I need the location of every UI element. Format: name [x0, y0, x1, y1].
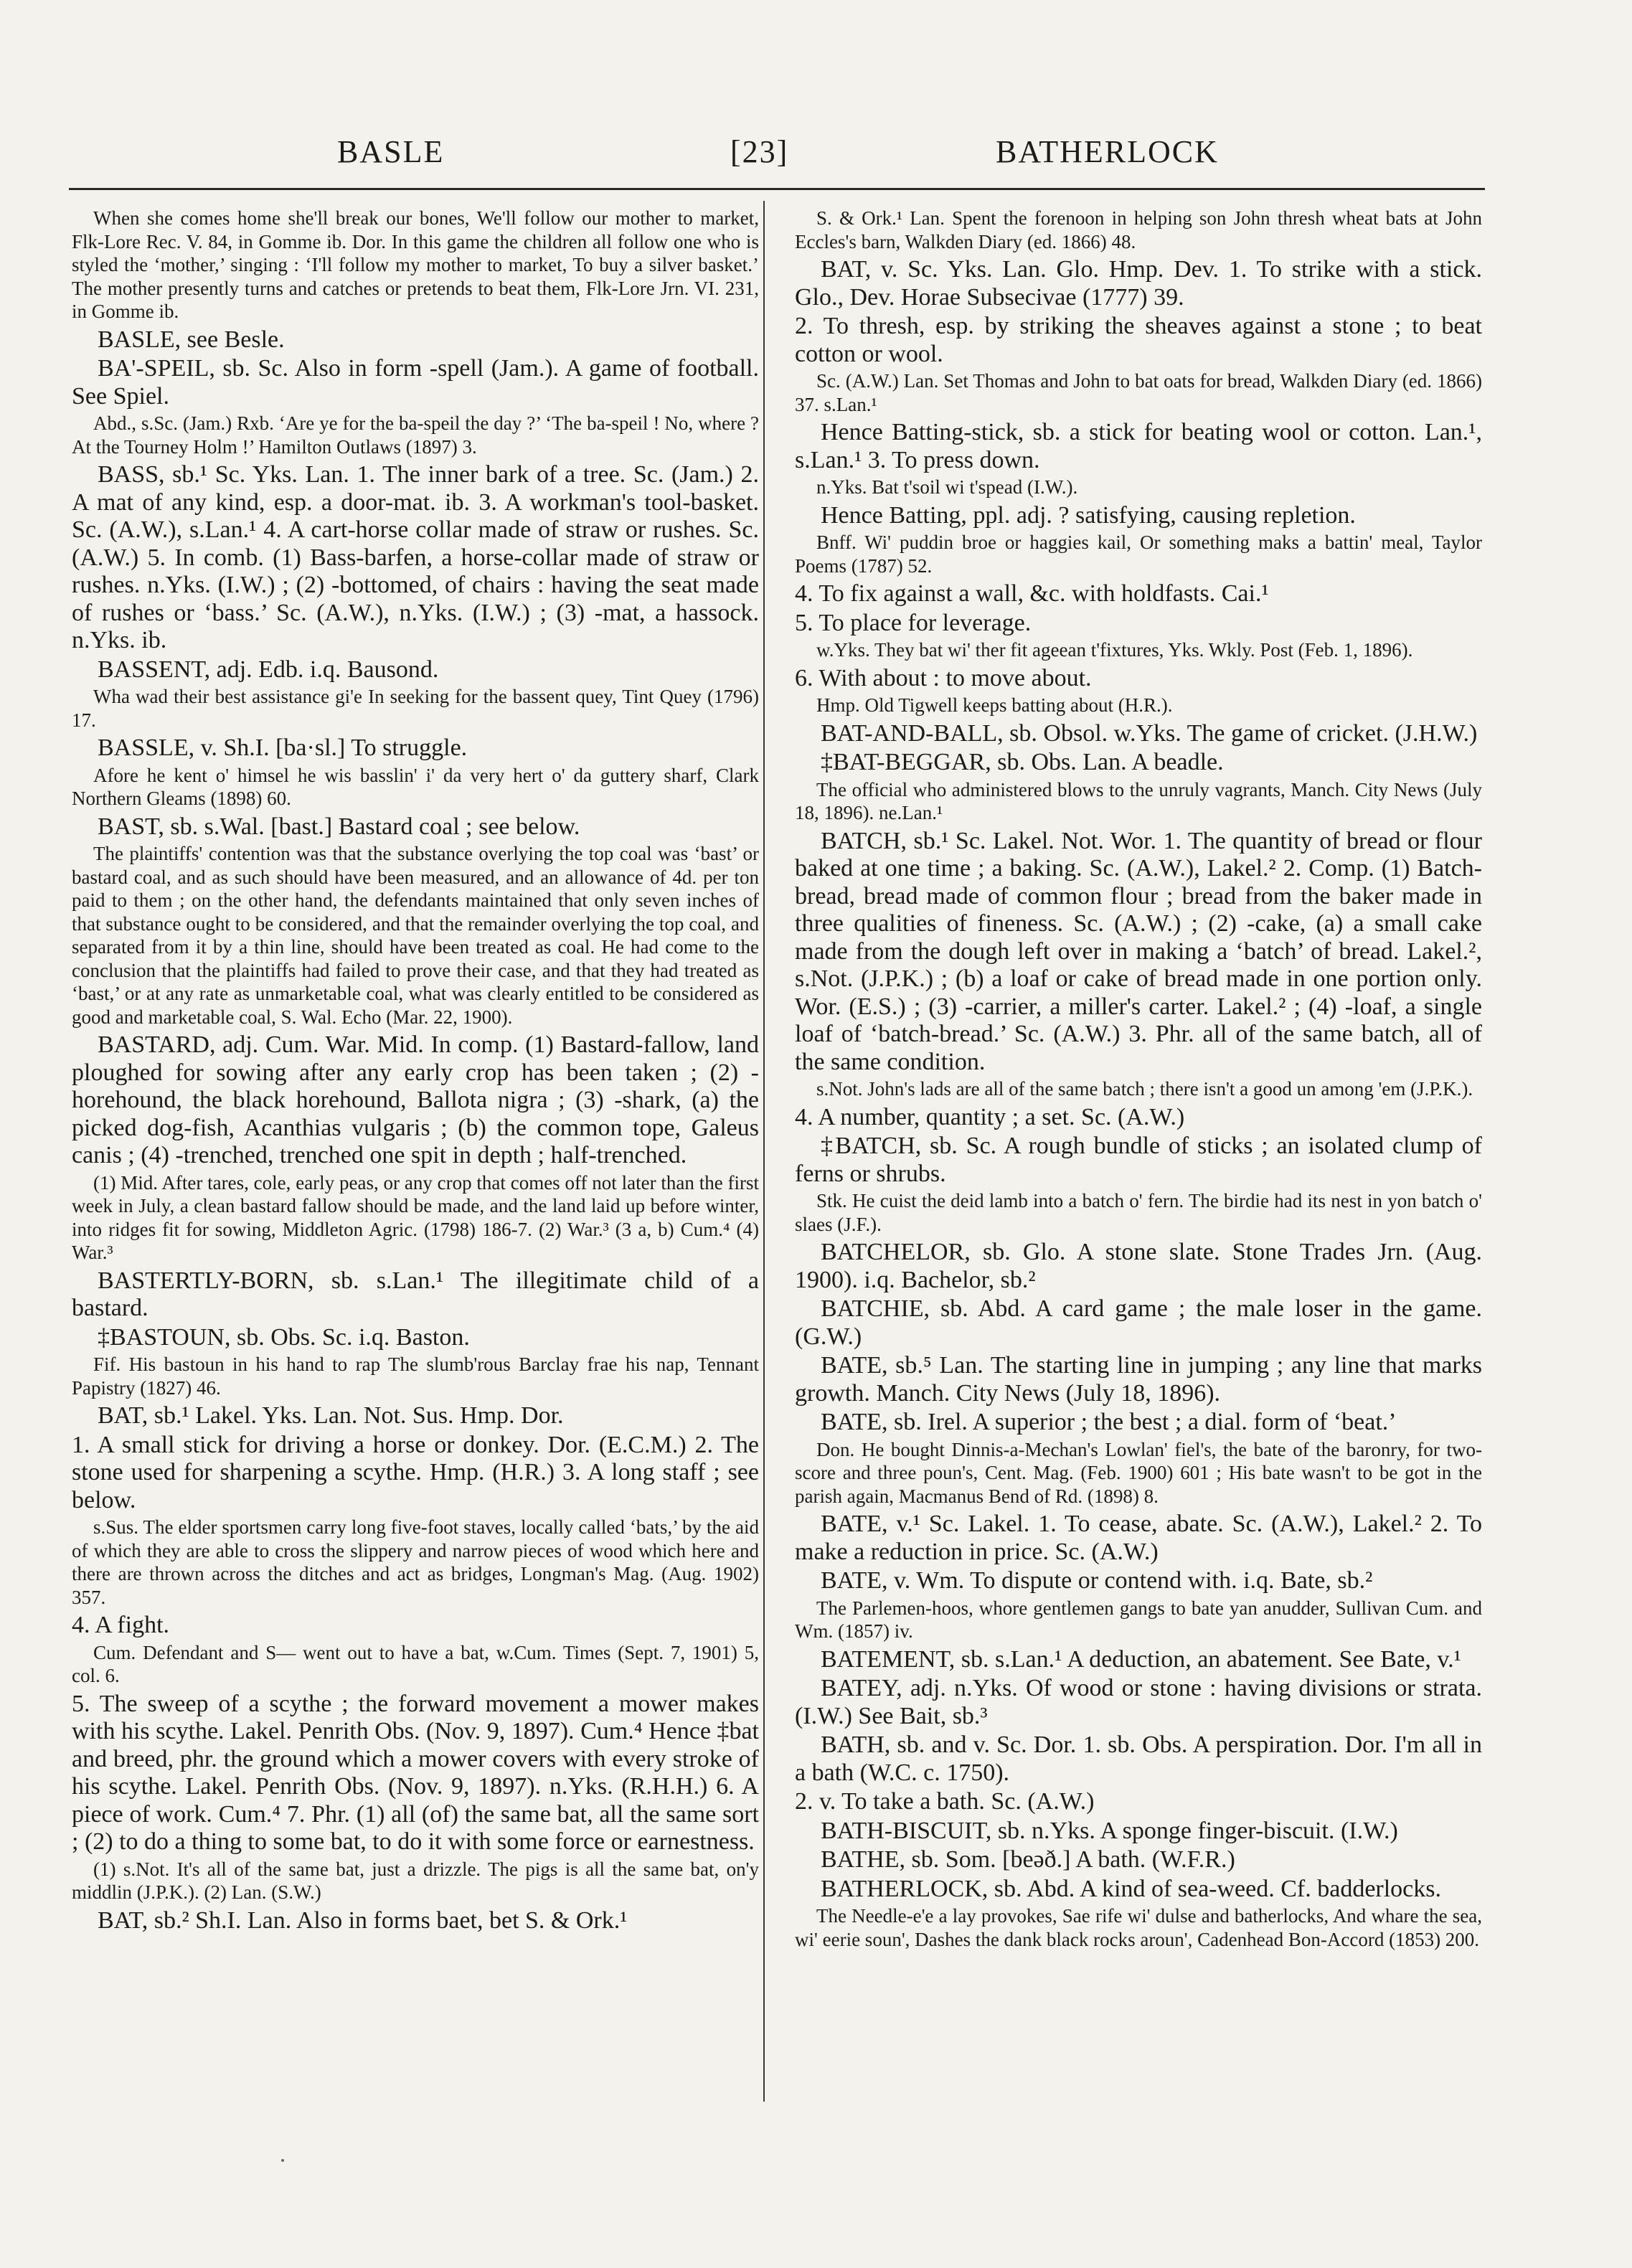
dictionary-entry: BAT, v. Sc. Yks. Lan. Glo. Hmp. Dev. 1. To strike with a stick. Glo., Dev. Horae Subsecivae (1777) 39.: [795, 256, 1489, 311]
dictionary-entry: BATE, sb. Irel. A superior ; the best ; a dial. form of ‘beat.’: [821, 1409, 1397, 1435]
dictionary-entry: BASSENT, adj. Edb. i.q. Bausond.: [98, 656, 439, 683]
dictionary-entry: BAST, sb. s.Wal. [bast.] Bastard coal ; see below.: [98, 813, 580, 840]
dictionary-entry: BASSLE, v. Sh.I. [ba·sl.] To struggle.: [98, 734, 468, 761]
quote: Fif. His bastoun in his hand to rap The slumb'rous Barclay frae his nap, Tennant Papistry (1827) 46.: [72, 1353, 764, 1399]
dictionary-entry: BATHE, sb. Som. [beəð.] A bath. (W.F.R.): [821, 1846, 1235, 1873]
dictionary-entry: ‡BASTOUN, sb. Obs. Sc. i.q. Baston.: [98, 1323, 470, 1351]
quote: Don. He bought Dinnis-a-Mechan's Lowlan' fiel's, the bate of the baronry, for two-score and three poun's, Cent. Mag. (Feb. 1900) 601 ; His bate wasn't to be got in the parish again, Macmanus Bend of Rd. (1898) 8.: [795, 1438, 1487, 1507]
quote: (1) Mid. After tares, cole, early peas, or any crop that comes off not later than the first week in July, a clean bastard fallow should be made, and the land laid up before winter, into ridges fit for sowing, Middleton Agric. (1798) 186-7. (2) War.³ (3 a, b) Cum.⁴ (4) War.³: [72, 1171, 764, 1263]
quote: s.Not. John's lads are all of the same batch ; there isn't a good un among 'em (J.P.K.).: [816, 1078, 1473, 1100]
quote: (1) s.Not. It's all of the same bat, just a drizzle. The pigs is all the same bat, on'y middlin (J.P.K.). (2) Lan. (S.W.): [72, 1858, 764, 1903]
dictionary-entry: BASLE, see Besle.: [98, 326, 285, 353]
dictionary-entry: BATE, v.¹ Sc. Lakel. 1. To cease, abate. Sc. (A.W.), Lakel.² 2. To make a reduction in price. Sc. (A.W.): [795, 1511, 1489, 1565]
quote: The Parlemen-hoos, whore gentlemen gangs to bate yan anudder, Sullivan Cum. and Wm. (1857) iv.: [795, 1597, 1487, 1642]
dictionary-entry: BATE, v. Wm. To dispute or contend with. i.q. Bate, sb.²: [821, 1567, 1373, 1594]
running-head-right: BATHERLOCK: [996, 134, 1219, 169]
quote: Stk. He cuist the deid lamb into a batch o' fern. The birdie had its nest in yon batch o' slaes (J.F.).: [795, 1190, 1487, 1235]
dictionary-entry: Hence Batting, ppl. adj. ? satisfying, causing repletion.: [821, 501, 1356, 529]
dictionary-entry: BA'-SPEIL, sb. Sc. Also in form -spell (Jam.). A game of football. See Spiel.: [72, 355, 765, 410]
dictionary-entry: ‡BAT-BEGGAR, sb. Obs. Lan. A beadle.: [821, 749, 1224, 775]
quote: Hmp. Old Tigwell keeps batting about (H.R.).: [816, 694, 1173, 716]
dictionary-entry: BATEMENT, sb. s.Lan.¹ A deduction, an abatement. See Bate, v.¹: [821, 1645, 1461, 1673]
entry-continuation: 1. A small stick for driving a horse or donkey. Dor. (E.C.M.) 2. The stone used for sharpening a scythe. Hmp. (H.R.) 3. A long staff ; see below.: [72, 1431, 765, 1513]
entry-continuation: 6. With about : to move about.: [795, 664, 1092, 691]
entry-continuation: 5. The sweep of a scythe ; the forward movement a mower makes with his scythe. Lakel. Penrith Obs. (Nov. 9, 1897). Cum.⁴ Hence ‡bat and breed, phr. the ground which a mower covers with every stroke of his scythe. Lakel. Penrith Obs. (Nov. 9, 1897). n.Yks. (R.H.H.) 6. A piece of work. Cum.⁴ 7. Phr. (1) all (of) the same bat, all the same sort ; (2) to do a thing to some bat, to do it with some force or earnestness.: [72, 1690, 765, 1855]
quote: Afore he kent o' himsel he wis basslin' i' da very hert o' da guttery sharf, Clark Northern Gleams (1898) 60.: [72, 764, 764, 809]
header-rule: [69, 188, 1485, 190]
entry-continuation: 4. A fight.: [72, 1612, 170, 1638]
entry-continuation: 4. A number, quantity ; a set. Sc. (A.W.): [795, 1103, 1185, 1130]
quote: n.Yks. Bat t'soil wi t'spead (I.W.).: [816, 476, 1078, 498]
quote: The Needle-e'e a lay provokes, Sae rife wi' dulse and batherlocks, And whare the sea, wi' eerie soun', Dashes the dank black rocks aroun', Cadenhead Bon-Accord (1853) 200.: [795, 1905, 1487, 1950]
quote: Abd., s.Sc. (Jam.) Rxb. ‘Are ye for the ba-speil the day ?’ ‘The ba-speil ! No, where ? At the Tourney Holm !’ Hamilton Outlaws (1897) 3.: [72, 412, 763, 458]
entry-continuation: 2. To thresh, esp. by striking the sheaves against a stone ; to beat cotton or wool.: [795, 313, 1489, 367]
quote: Cum. Defendant and S— went out to have a bat, w.Cum. Times (Sept. 7, 1901) 5, col. 6.: [72, 1641, 764, 1686]
dictionary-entry: BAT, sb.¹ Lakel. Yks. Lan. Not. Sus. Hmp. Dor.: [98, 1402, 564, 1429]
dictionary-entry: BATCH, sb.¹ Sc. Lakel. Not. Wor. 1. The quantity of bread or flour baked at one time ; a baking. Sc. (A.W.), Lakel.² 2. Comp. (1) Batch-bread, bread made of common flour ; bread from the baker made in three qualities of fineness. Sc. (A.W.) ; (2) -cake, (a) a small cake made from the dough left over in making a ‘batch’ of bread. Lakel.², s.Not. (J.P.K.) ; (b) a loaf or cake of bread made in one portion only. Wor. (E.S.) ; (3) -carrier, a miller's carter. Lakel.² ; (4) -loaf, a single loaf of ‘batch-bread.’ Sc. (A.W.) 3. Phr. all of the same batch, all of the same condition.: [795, 827, 1489, 1075]
quote: The official who administered blows to the unruly vagrants, Manch. City News (July 18, 1896). ne.Lan.¹: [795, 778, 1487, 823]
dictionary-entry: BATCHIE, sb. Abd. A card game ; the male loser in the game. (G.W.): [795, 1295, 1489, 1350]
page-number: [23]: [730, 134, 789, 169]
entry-continuation: 5. To place for leverage.: [795, 609, 1032, 636]
dictionary-entry: BATH-BISCUIT, sb. n.Yks. A sponge finger-biscuit. (I.W.): [821, 1817, 1398, 1844]
dictionary-entry: ‡BATCH, sb. Sc. A rough bundle of sticks ; an isolated clump of ferns or shrubs.: [795, 1133, 1489, 1187]
dictionary-entry: BATH, sb. and v. Sc. Dor. 1. sb. Obs. A perspiration. Dor. I'm all in a bath (W.C. c. 1750).: [795, 1731, 1489, 1786]
dictionary-entry: BATCHELOR, sb. Glo. A stone slate. Stone Trades Jrn. (Aug. 1900). i.q. Bachelor, sb.²: [795, 1239, 1489, 1293]
dictionary-entry: BASTERTLY-BORN, sb. s.Lan.¹ The illegitimate child of a bastard.: [72, 1267, 765, 1321]
quote: Sc. (A.W.) Lan. Set Thomas and John to bat oats for bread, Walkden Diary (ed. 1866) 37. s.Lan.¹: [795, 370, 1487, 415]
page-header: [85, 133, 1491, 191]
print-speck: [281, 2159, 284, 2162]
running-head-left: BASLE: [337, 134, 445, 169]
quote: w.Yks. They bat wi' ther fit ageean t'fixtures, Yks. Wkly. Post (Feb. 1, 1896).: [816, 639, 1413, 661]
quote: The plaintiffs' contention was that the substance overlying the top coal was ‘bast’ or bastard coal, and as such should have been measured, and an allowance of 4d. per ton paid to them ; on the other hand, the defendants maintained that only seven inches of that substance ought to be considered, and that the remainder overlying the top coal, and separated from it by a thin line, should have been treated as coal. He had come to the conclusion that the plaintiffs had failed to prove their case, and that they had treated as ‘bast,’ or at any rate as unmarketable coal, what was clearly entitled to be considered as good and marketable coal, S. Wal. Echo (Mar. 22, 1900).: [72, 843, 764, 1028]
dictionary-entry: Hence Batting-stick, sb. a stick for beating wool or cotton. Lan.¹, s.Lan.¹ 3. To press down.: [795, 419, 1489, 473]
dictionary-entry: BATEY, adj. n.Yks. Of wood or stone : having divisions or strata. (I.W.) See Bait, sb.³: [795, 1675, 1489, 1729]
quote: Bnff. Wi' puddin broe or haggies kail, Or something maks a battin' meal, Taylor Poems (1787) 52.: [795, 531, 1487, 577]
dictionary-entry: BATHERLOCK, sb. Abd. A kind of sea-weed. Cf. badderlocks.: [821, 1875, 1442, 1902]
dictionary-entry: BATE, sb.⁵ Lan. The starting line in jumping ; any line that marks growth. Manch. City News (July 18, 1896).: [795, 1352, 1489, 1407]
left-column: [72, 207, 765, 2100]
dictionary-entry: BAT-AND-BALL, sb. Obsol. w.Yks. The game of cricket. (J.H.W.): [821, 719, 1478, 747]
quote: Wha wad their best assistance gi'e In seeking for the bassent quey, Tint Quey (1796) 17.: [72, 686, 764, 731]
dictionary-entry: BASS, sb.¹ Sc. Yks. Lan. 1. The inner bark of a tree. Sc. (Jam.) 2. A mat of any kind, esp. a door-mat. ib. 3. A workman's tool-basket. Sc. (A.W.), s.Lan.¹ 4. A cart-horse collar made of straw or rushes. Sc. (A.W.) 5. In comb. (1) Bass-barfen, a horse-collar made of straw or rushes. n.Yks. (I.W.) ; (2) -bottomed, of chairs : having the seat made of rushes or ‘bass.’ Sc. (A.W.), n.Yks. (I.W.) ; (3) -mat, a hassock. n.Yks. ib.: [72, 461, 765, 653]
right-column: [795, 207, 1489, 2100]
quote: S. & Ork.¹ Lan. Spent the forenoon in helping son John thresh wheat bats at John Eccles's barn, Walkden Diary (ed. 1866) 48.: [795, 207, 1487, 252]
entry-continuation: 4. To fix against a wall, &c. with holdfasts. Cai.¹: [795, 580, 1269, 607]
quote: When she comes home she'll break our bones, We'll follow our mother to market, Flk-Lore Rec. V. 84, in Gomme ib. Dor. In this game the children all follow one who is styled the ‘mother,’ singing : ‘I'll follow my mother to market, To buy a silver basket.’ The mother presently turns and catches or pretends to beat them, Flk-Lore Jrn. VI. 231, in Gomme ib.: [72, 207, 764, 322]
dictionary-entry: BAT, sb.² Sh.I. Lan. Also in forms baet, bet S. & Ork.¹: [98, 1906, 628, 1934]
entry-continuation: 2. v. To take a bath. Sc. (A.W.): [795, 1788, 1095, 1815]
quote: s.Sus. The elder sportsmen carry long five-foot staves, locally called ‘bats,’ by the aid of which they are able to cross the slippery and narrow pieces of wood which here and there are thrown across the ditches and act as bridges, Longman's Mag. (Aug. 1902) 357.: [72, 1516, 764, 1608]
dictionary-entry: BASTARD, adj. Cum. War. Mid. In comp. (1) Bastard-fallow, land ploughed for sowing after any early crop has been taken ; (2) -horehound, the black horehound, Ballota nigra ; (3) -shark, (a) the picked dog-fish, Acanthias vulgaris ; (b) the common tope, Galeus canis ; (4) -trenched, trenched one spit in depth ; half-trenched.: [72, 1031, 765, 1168]
